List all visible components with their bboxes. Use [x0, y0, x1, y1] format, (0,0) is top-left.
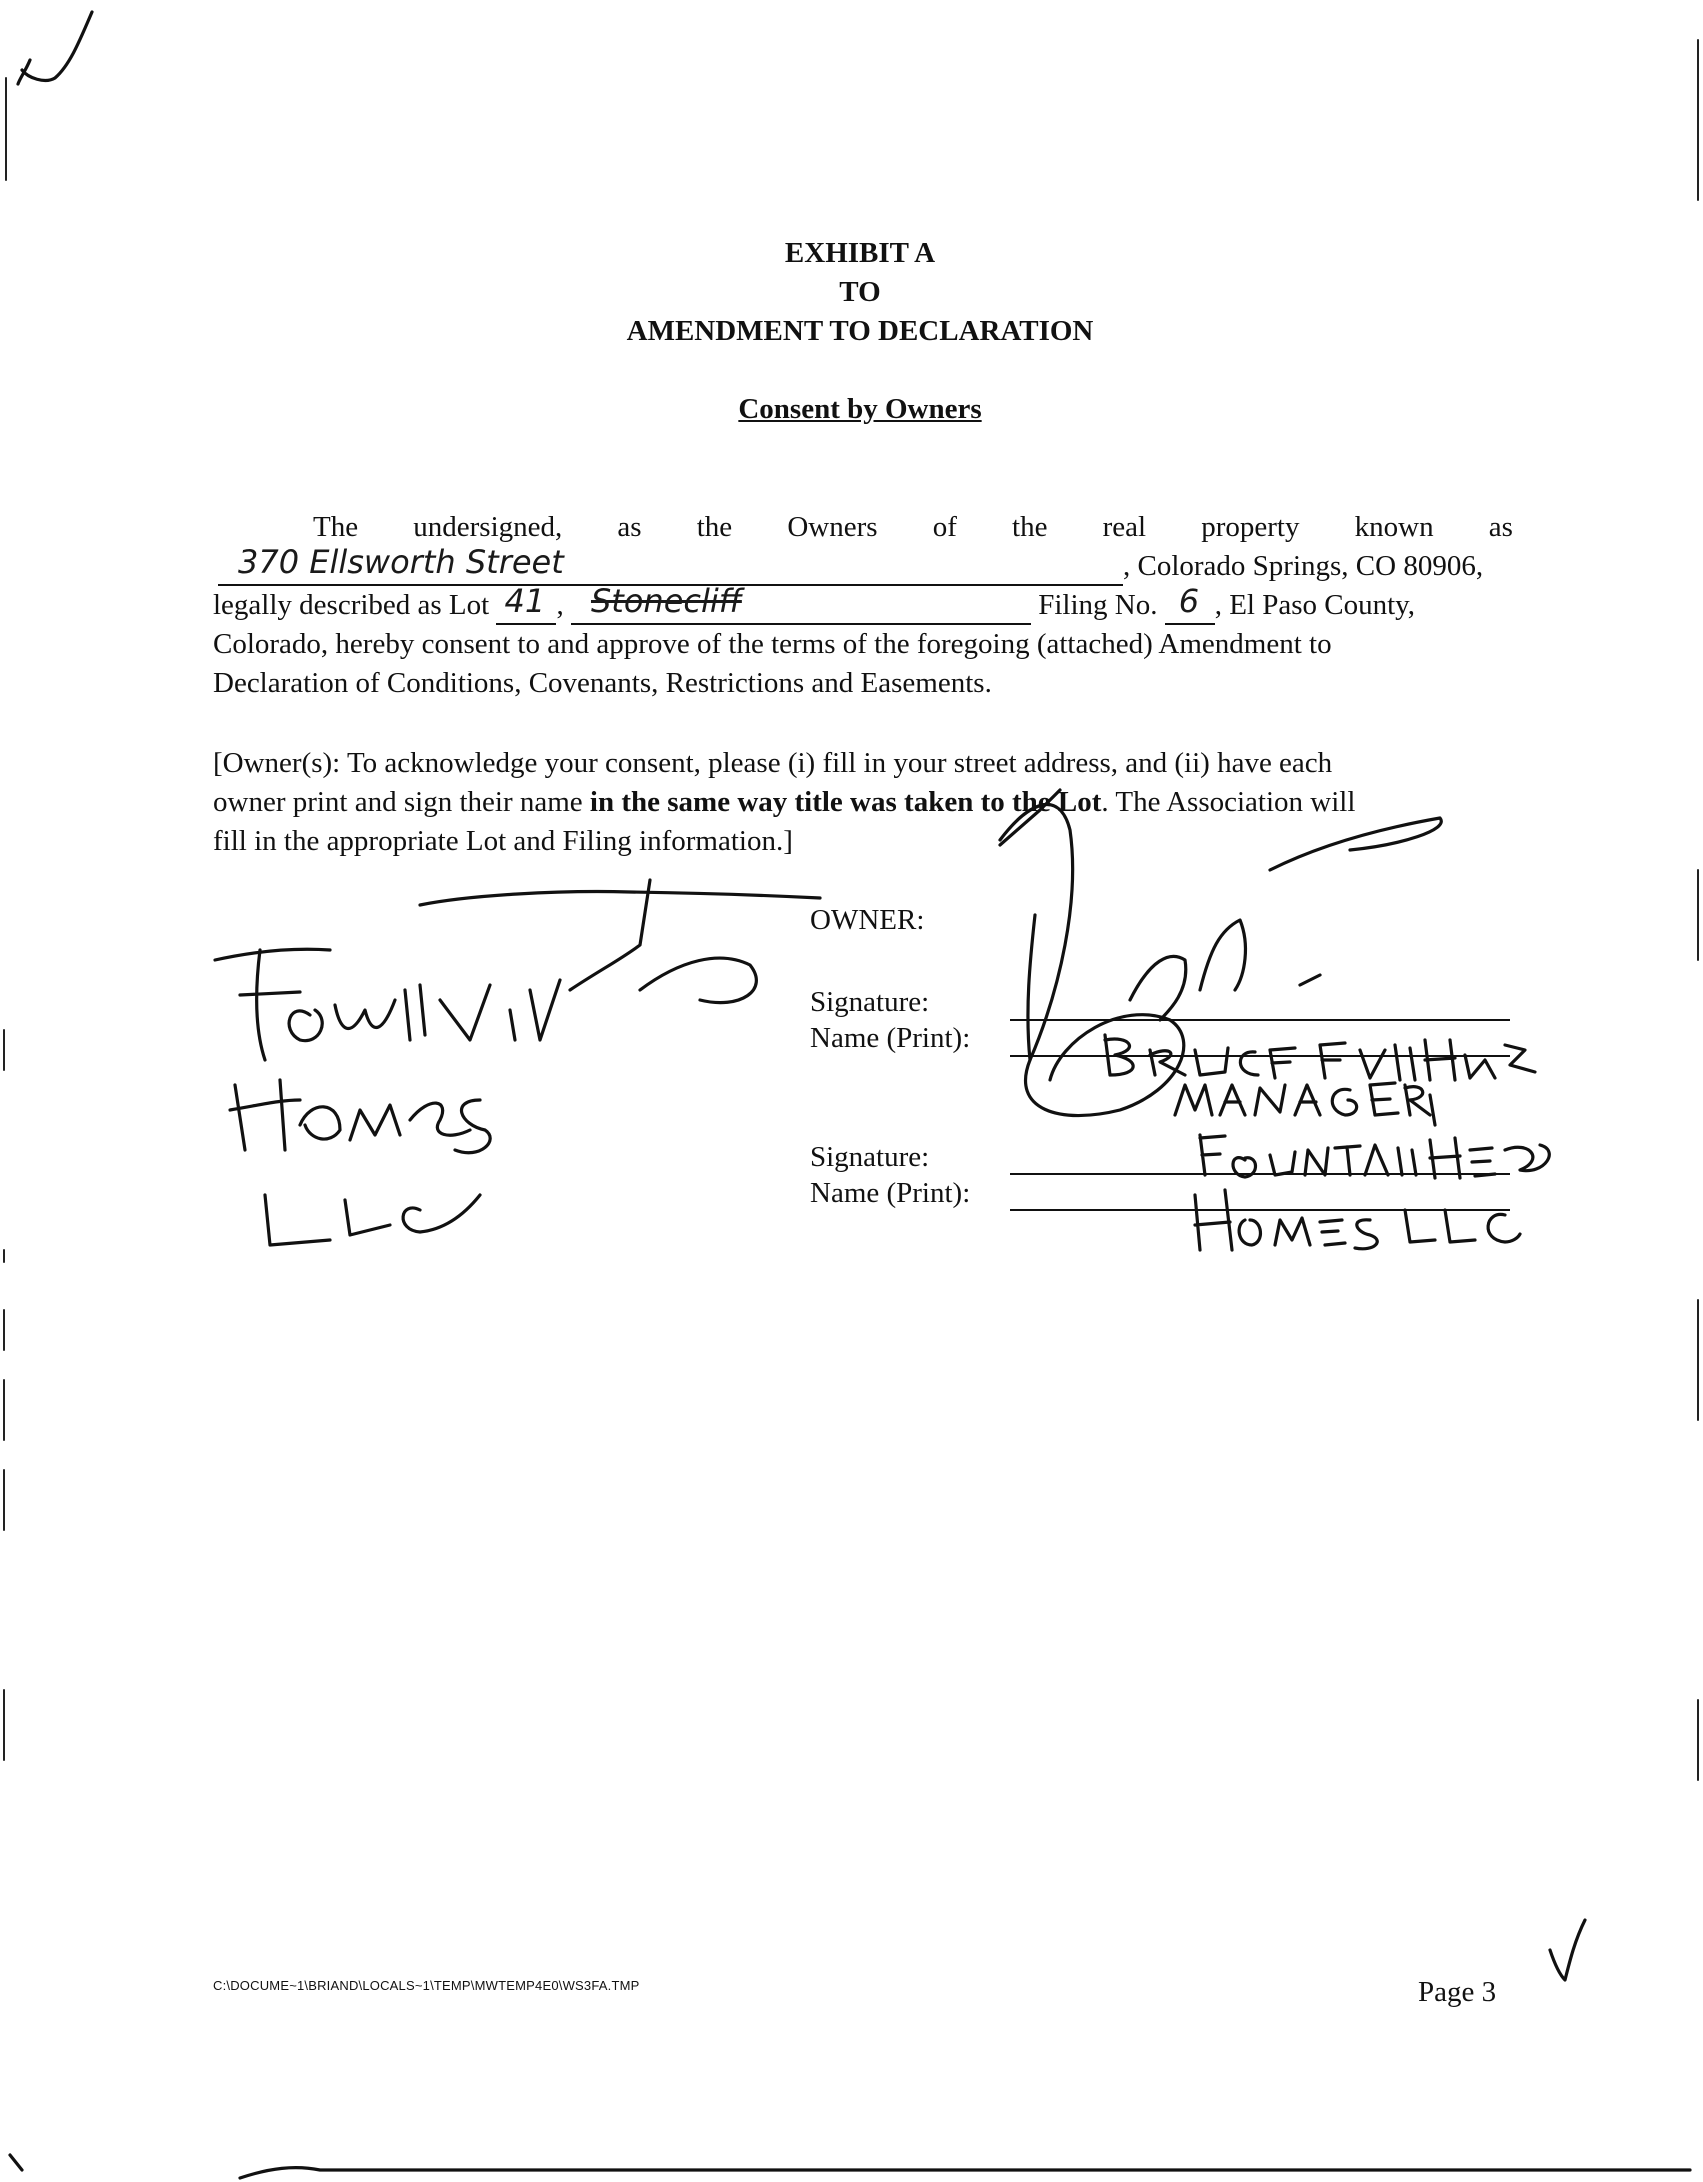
exhibit-to: TO — [839, 276, 881, 308]
legal-prefix: legally described as Lot — [213, 589, 490, 621]
word: real — [1102, 511, 1147, 543]
instructions-line-2-post: . The Association will — [1101, 786, 1356, 818]
handwritten-name-1 — [1105, 1035, 1535, 1080]
instructions-line-1: [Owner(s): To acknowledge your consent, please (i) fill in your street address, and (ii) have each — [213, 747, 1333, 779]
consent-line-3: legally described as Lot 41 , Stonecliff Filing No. 6 , El Paso County, — [213, 586, 1513, 625]
name-label-1: Name (Print): — [810, 1022, 971, 1054]
address-handwritten: 370 Ellsworth Street — [238, 543, 564, 581]
consent-line-1 — [213, 508, 1513, 547]
word: of — [932, 511, 957, 543]
subdivision-handwritten: Stonecliff — [590, 582, 742, 620]
word: as — [1488, 511, 1513, 543]
consent-line-2 — [218, 543, 1513, 586]
signature-line-2[interactable] — [1010, 1173, 1510, 1175]
name-label-2: Name (Print): — [810, 1177, 971, 1209]
word: The — [313, 511, 359, 543]
check-mark-bottom-right — [1550, 1920, 1585, 1980]
address-field[interactable] — [218, 543, 1123, 586]
bottom-edge-scribble — [10, 2155, 1690, 2178]
instructions-paragraph — [213, 744, 1355, 861]
consent-paragraph — [213, 508, 1513, 703]
owner-label: OWNER: — [810, 904, 925, 936]
word: undersigned, — [413, 511, 563, 543]
instructions-line-2-bold: in the same way title was taken to the Lot — [589, 786, 1102, 818]
page-number: Page 3 — [1418, 1976, 1497, 2008]
filing-label: Filing No. — [1038, 589, 1158, 621]
word: property — [1201, 511, 1300, 543]
lot-handwritten: 41 — [504, 582, 546, 620]
filing-handwritten: 6 — [1178, 582, 1200, 620]
address-suffix: , Colorado Springs, CO 80906, — [1123, 550, 1484, 582]
consent-subtitle: Consent by Owners — [738, 393, 982, 425]
consent-line-5: Declaration of Conditions, Covenants, Restrictions and Easements. — [213, 667, 992, 699]
county-suffix: , El Paso County, — [1214, 589, 1416, 621]
exhibit-title: AMENDMENT TO DECLARATION — [626, 315, 1094, 347]
instructions-line-2 — [213, 783, 1355, 822]
check-mark-top-left — [18, 12, 92, 84]
signature-owner-left — [215, 880, 820, 1245]
handwritten-name-2 — [1195, 1190, 1520, 1250]
signature-label-1: Signature: — [810, 986, 930, 1018]
subdivision-field[interactable] — [571, 582, 1031, 625]
word: the — [696, 511, 733, 543]
exhibit-heading: EXHIBIT A — [784, 237, 936, 269]
footer-file-path: C:\DOCUME~1\BRIAND\LOCALS~1\TEMP\MWTEMP4E0\WS3FA.TMP — [213, 1978, 640, 1993]
word: the — [1012, 511, 1048, 543]
name-line-2[interactable] — [1010, 1209, 1510, 1211]
word: as — [617, 511, 642, 543]
handwritten-title-1 — [1175, 1083, 1435, 1125]
signature-label-2: Signature: — [810, 1141, 930, 1173]
instructions-line-3: fill in the appropriate Lot and Filing information.] — [213, 825, 793, 857]
word: known — [1354, 511, 1434, 543]
name-line-1[interactable] — [1010, 1055, 1510, 1057]
lot-field[interactable] — [496, 582, 556, 625]
consent-line-4: Colorado, hereby consent to and approve of the terms of the foregoing (attached) Amendment to — [213, 628, 1332, 660]
signature-line-1[interactable] — [1010, 1019, 1510, 1021]
handwritten-fountainhead — [1200, 1135, 1549, 1178]
filing-field[interactable] — [1165, 582, 1215, 625]
word: Owners — [787, 511, 878, 543]
instructions-line-2-pre: owner print and sign their name — [213, 786, 590, 818]
